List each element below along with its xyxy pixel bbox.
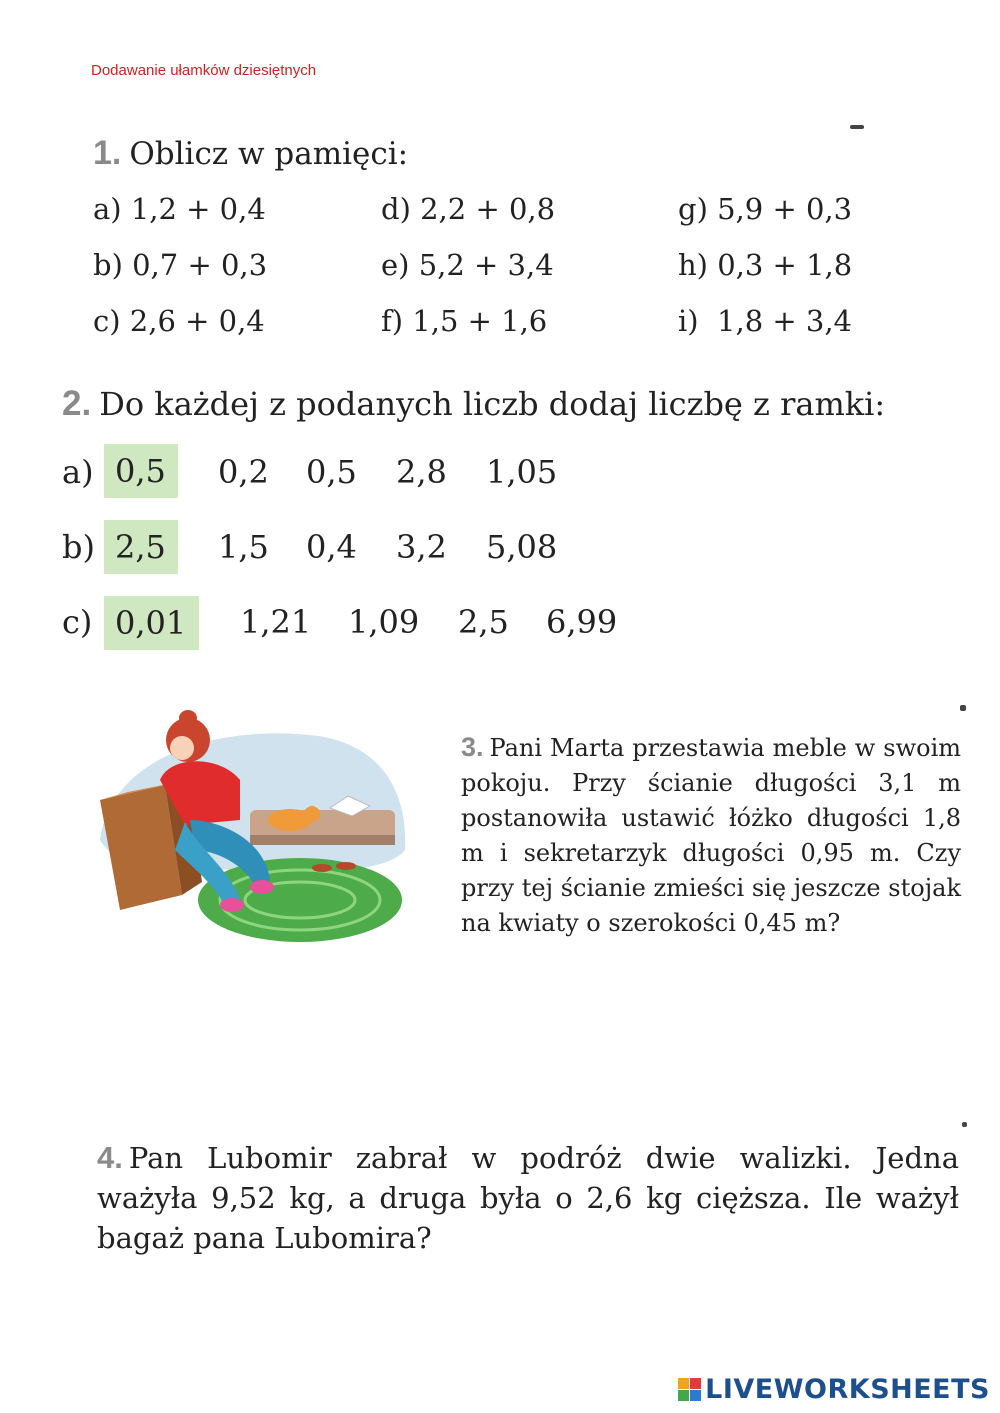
ex2-row-a-num-4: 1,05 [486, 453, 558, 491]
ex2-row-a-label: a) [62, 453, 94, 491]
ex2-row-a-num-1: 0,2 [218, 453, 269, 491]
exercise-4-text: Pan Lubomir zabrał w podróż dwie walizki. Jedna ważyła 9,52 kg, a druga była o 2,6 kg cięższa. Ile ważył bagaż pana Lubomira? [97, 1141, 959, 1255]
ex1-item-c: c) 2,6 + 0,4 [93, 304, 265, 338]
exercise-3 [461, 730, 961, 941]
ex2-row-b-num-1: 1,5 [218, 528, 269, 566]
ex2-row-c-num-4: 6,99 [546, 603, 618, 641]
ex2-row-b-num-4: 5,08 [486, 528, 558, 566]
liveworksheets-logo[interactable] [678, 1374, 990, 1405]
ex1-item-h: h) 0,3 + 1,8 [678, 248, 853, 282]
ex2-row-c-frame: 0,01 [104, 596, 199, 650]
worksheet-title: Dodawanie ułamków dziesiętnych [91, 62, 317, 79]
woman-moving-furniture-illustration [90, 700, 410, 955]
exercise-2-instruction: Do każdej z podanych liczb dodaj liczbę z ramki: [99, 385, 886, 423]
ex1-item-i: i) 1,8 + 3,4 [678, 304, 853, 338]
scan-mark [960, 705, 966, 711]
exercise-4-number: 4. [97, 1140, 123, 1175]
ex2-row-a-num-3: 2,8 [396, 453, 447, 491]
ex1-item-d: d) 2,2 + 0,8 [381, 192, 556, 226]
ex2-row-b-frame: 2,5 [104, 520, 178, 574]
ex2-row-c-num-1: 1,21 [240, 603, 312, 641]
exercise-3-text: Pani Marta przestawia meble w swoim pokoju. Przy ścianie długości 3,1 m postanowiła ustawić łóżko długości 1,8 m i sekretarzyk długości 0,95 m. Czy przy tej ścianie zmieści się jeszcze stojak na kwiaty o szerokości 0,45 m? [461, 734, 961, 937]
ex2-row-a-num-2: 0,5 [306, 453, 357, 491]
scan-mark [850, 125, 864, 129]
exercise-2-heading [62, 384, 885, 424]
ex2-row-b-num-3: 3,2 [396, 528, 447, 566]
ex2-row-c-label: c) [62, 603, 93, 641]
exercise-1-instruction: Oblicz w pamięci: [129, 136, 409, 172]
ex2-row-a-frame: 0,5 [104, 444, 178, 498]
exercise-3-number: 3. [461, 732, 484, 762]
exercise-1-number: 1. [93, 134, 122, 172]
ex1-item-a: a) 1,2 + 0,4 [93, 192, 266, 226]
exercise-1-heading [93, 134, 408, 173]
ex1-item-g: g) 5,9 + 0,3 [678, 192, 853, 226]
ex1-item-f: f) 1,5 + 1,6 [381, 304, 548, 338]
ex2-row-b-num-2: 0,4 [306, 528, 357, 566]
liveworksheets-logo-icon [678, 1378, 701, 1401]
liveworksheets-logo-text: LIVEWORKSHEETS [705, 1374, 990, 1405]
scan-mark [962, 1122, 967, 1127]
ex1-item-b: b) 0,7 + 0,3 [93, 248, 268, 282]
ex2-row-c-num-3: 2,5 [458, 603, 509, 641]
exercise-2-number: 2. [62, 384, 92, 423]
ex2-row-c-num-2: 1,09 [348, 603, 420, 641]
exercise-4 [97, 1138, 959, 1258]
ex1-item-e: e) 5,2 + 3,4 [381, 248, 554, 282]
ex2-row-b-label: b) [62, 528, 95, 566]
